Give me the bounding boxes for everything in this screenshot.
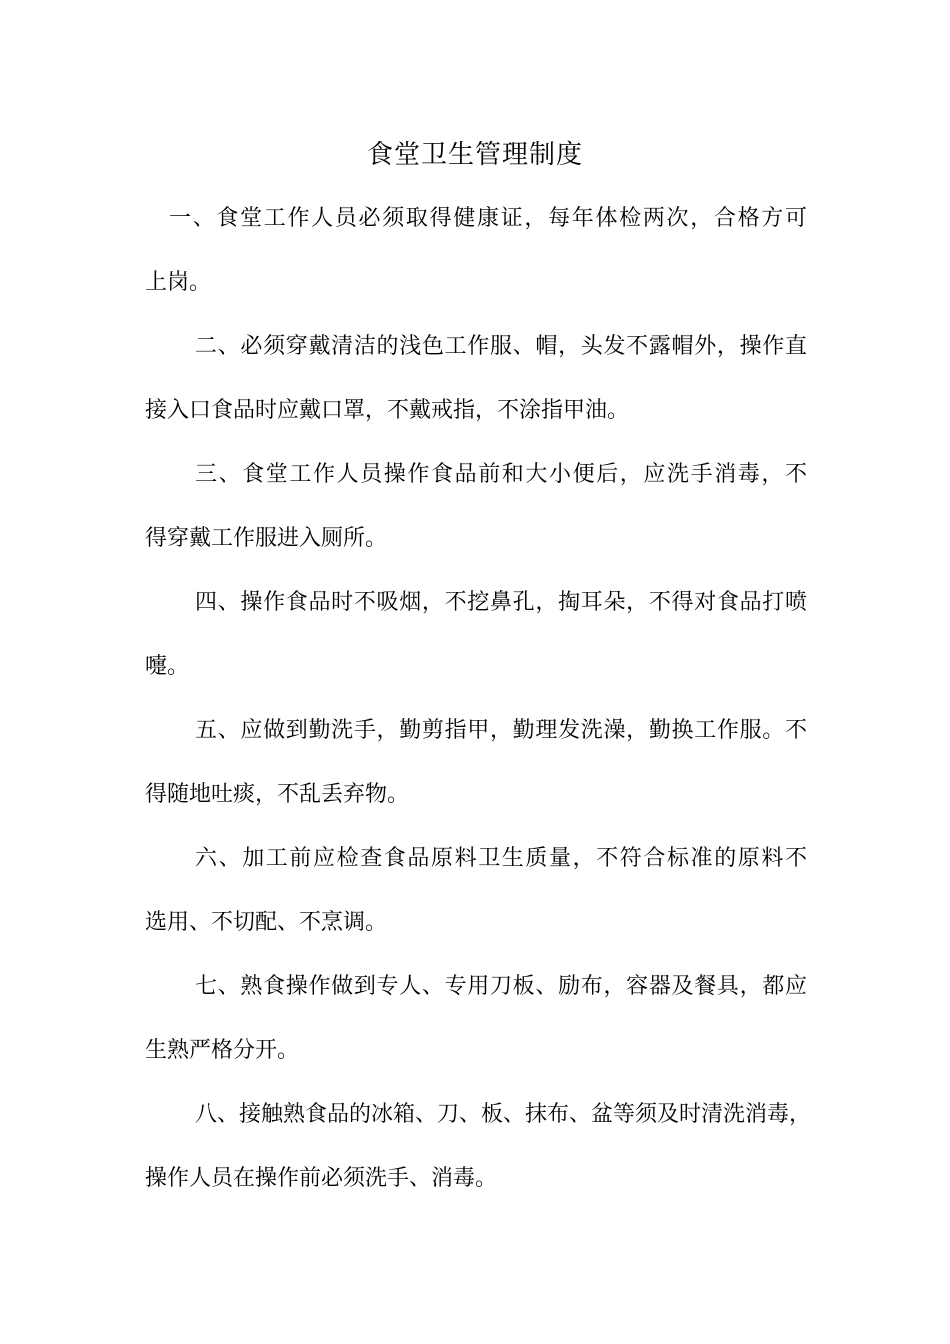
paragraph-first-line: 三、食堂工作人员操作食品前和大小便后，应洗手消毒，不 [195, 462, 807, 487]
paragraph-continuation-line: 选用、不切配、不烹调。 [145, 910, 388, 935]
paragraph-continuation-line: 生熟严格分开。 [145, 1038, 300, 1063]
paragraph-continuation-line: 操作人员在操作前必须洗手、消毒。 [145, 1166, 498, 1191]
paragraph-first-line: 六、加工前应检查食品原料卫生质量，不符合标准的原料不 [195, 846, 807, 871]
paragraph-first-line: 七、熟食操作做到专人、专用刀板、励布，容器及餐具，都应 [195, 974, 807, 999]
paragraph-continuation-line: 得穿戴工作服进入厕所。 [145, 526, 388, 551]
paragraph-continuation-line: 接入口食品时应戴口罩，不戴戒指，不涂指甲油。 [145, 398, 630, 423]
paragraph-first-line: 四、操作食品时不吸烟，不挖鼻孔，掏耳朵，不得对食品打喷 [195, 590, 807, 615]
paragraph-first-line: 一、食堂工作人员必须取得健康证，每年体检两次，合格方可 [169, 206, 807, 231]
paragraph-first-line: 二、必须穿戴清洁的浅色工作服、帽，头发不露帽外，操作直 [195, 334, 807, 359]
paragraph-first-line: 五、应做到勤洗手，勤剪指甲，勤理发洗澡，勤换工作服。不 [195, 718, 807, 743]
paragraph-first-line: 八、接触熟食品的冰箱、刀、板、抹布、盆等须及时清洗消毒， [195, 1102, 812, 1127]
paragraph-continuation-line: 嚏。 [145, 654, 190, 679]
document-title: 食堂卫生管理制度 [366, 140, 583, 170]
paragraph-continuation-line: 上岗。 [145, 270, 212, 295]
paragraph-continuation-line: 得随地吐痰，不乱丢弃物。 [145, 782, 410, 807]
